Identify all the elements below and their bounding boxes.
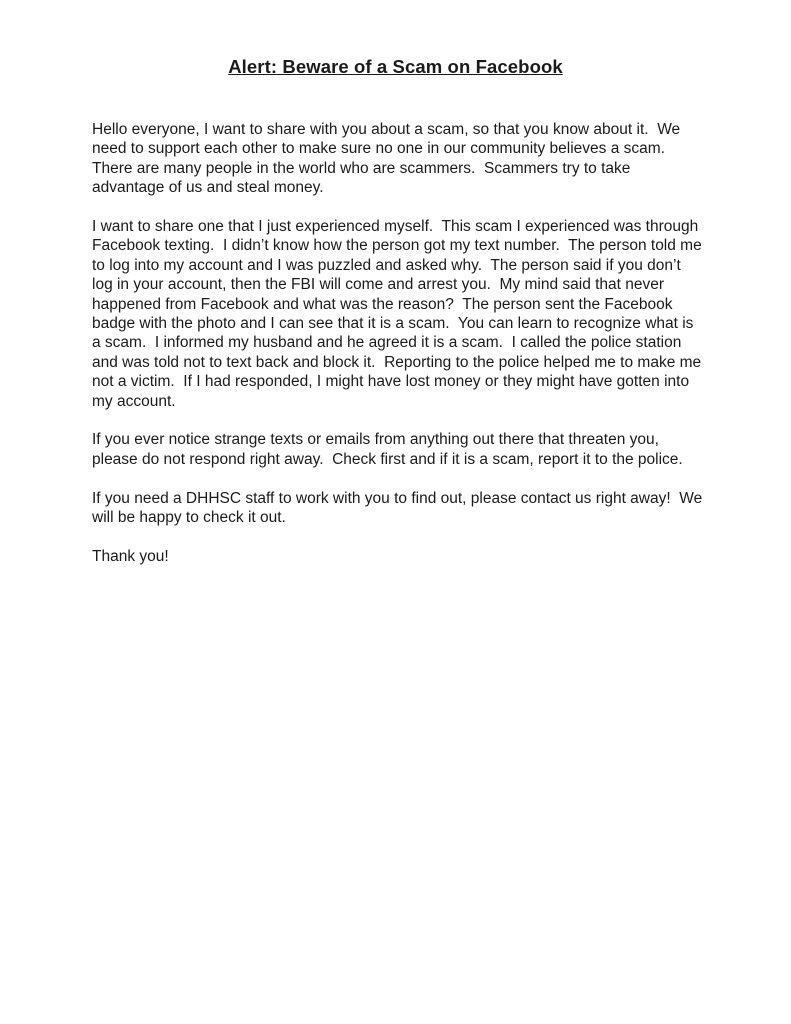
document-body <box>92 120 707 566</box>
paragraph-contact: If you need a DHHSC staff to work with you to find out, please contact us right away! We will be happy to check it out. <box>92 489 707 527</box>
paragraph-advice: If you ever notice strange texts or emails from anything out there that threaten you, please do not respond right away. Check first and if it is a scam, report it to the police. <box>92 431 683 468</box>
paragraph-thanks: Thank you! <box>92 547 169 565</box>
paragraph-intro: Hello everyone, I want to share with you about a scam, so that you know about it. We need to support each other to make sure no one in our community believes a scam. There are many people in the world who are scammers. Scammers try to take advantage of us and steal money. <box>92 121 685 197</box>
page-title: Alert: Beware of a Scam on Facebook <box>228 56 563 77</box>
paragraph-experience: I want to share one that I just experienced myself. This scam I experienced was through Facebook texting. I didn’t know how the person got my text number. The person told me to log into my account and I was puzzled and asked why. The person said if you don’t log in your account, then the FBI will come and arrest you. My mind said that never happened from Facebook and what was the reason? The person sent the Facebook badge with the photo and I can see that it is a scam. You can learn to recognize what is a scam. I informed my husband and he agreed it is a scam. I called the police station and was told not to text back and block it. Reporting to the police helped me to make me not a victim. If I had responded, I might have lost money or they might have gotten into my account. <box>92 218 707 410</box>
